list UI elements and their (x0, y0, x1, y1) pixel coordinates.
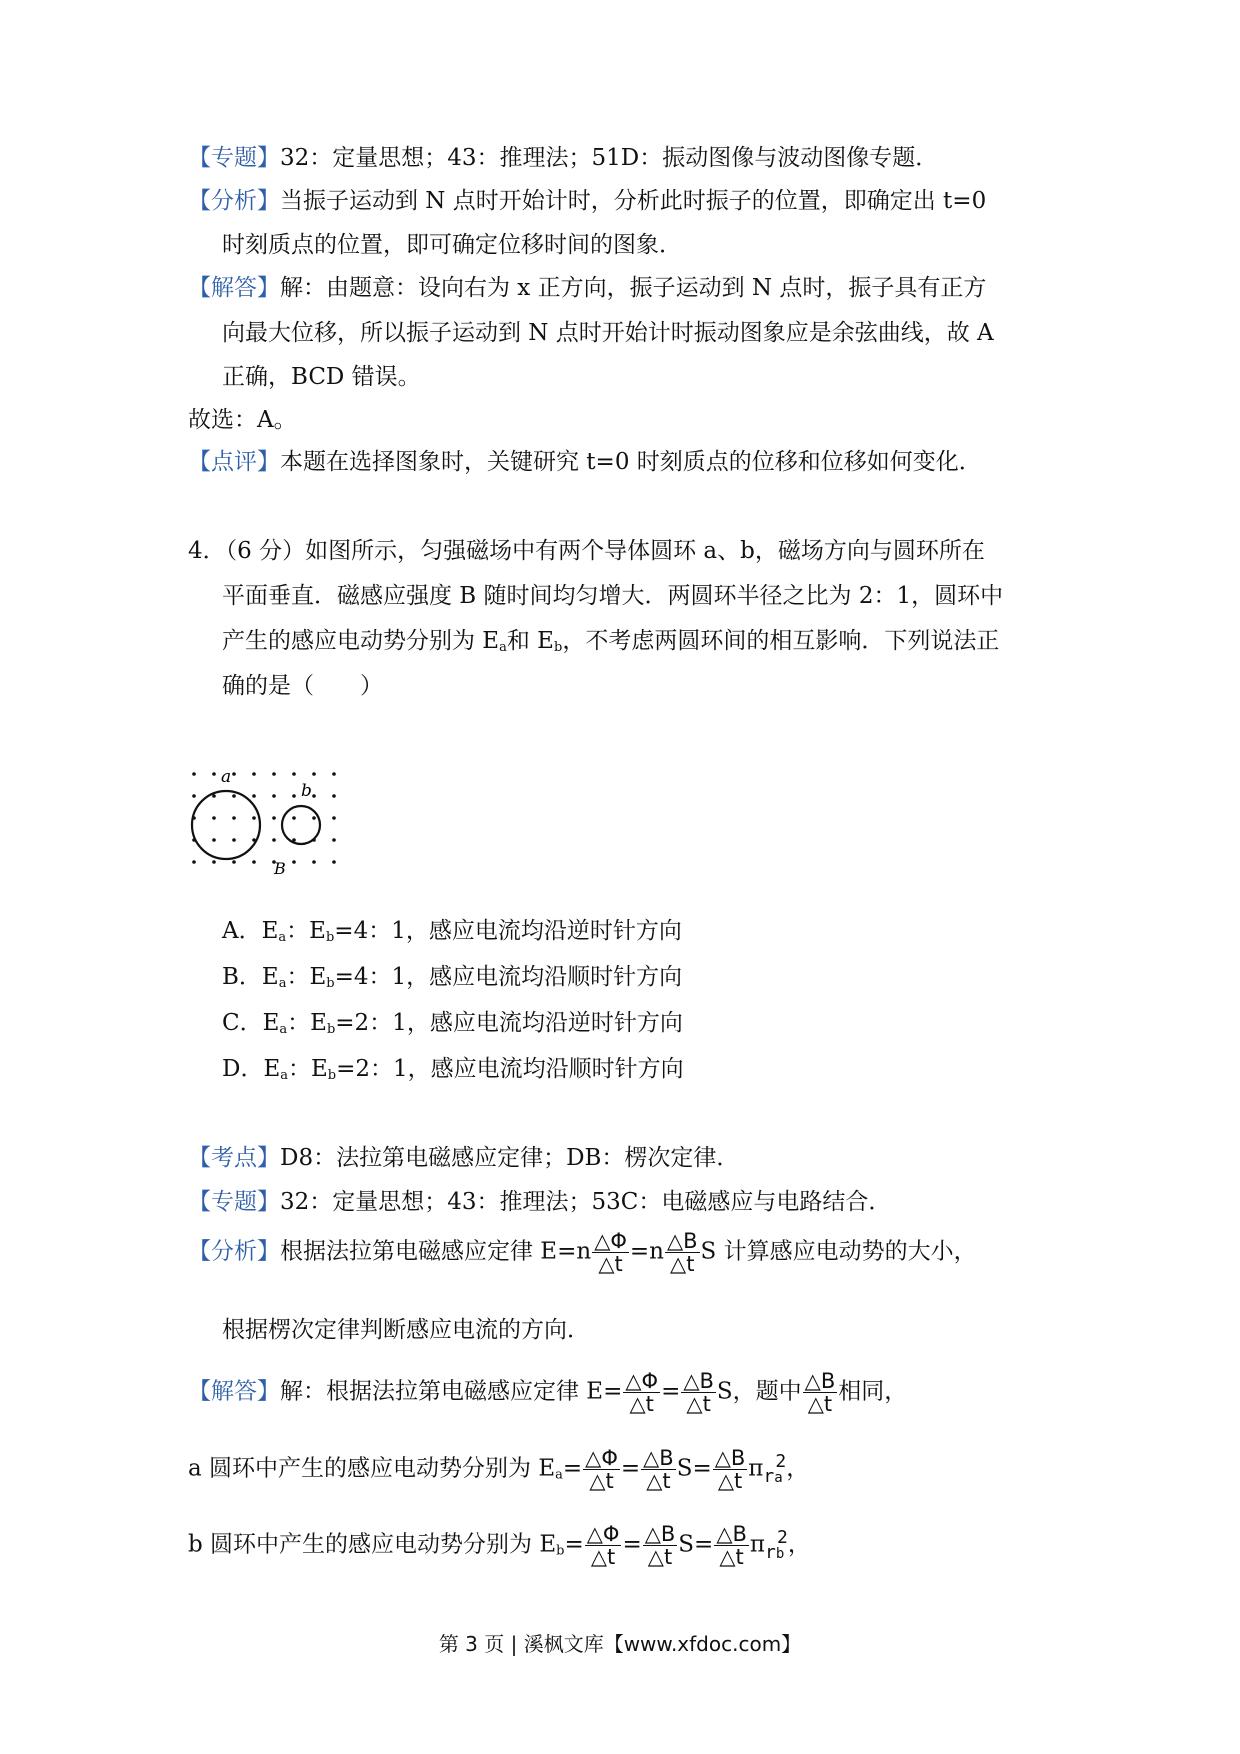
fenxi-text-2: 时刻质点的位置，即可确定位移时间的图象． (222, 232, 682, 258)
q4-line-2: 平面垂直．磁感应强度 B 随时间均匀增大．两圆环半径之比为 2：1，圆环中 (222, 583, 1004, 609)
ring-a-emf-line: a 圆环中产生的感应电动势分别为 $E_a=$ $\frac{\triangle\Phi}{\triangle t}$ = $\frac{\triangle B}{\triangle t}$ S= $\frac{\triangle B}{\triangle t}$ π 2 ra ， (188, 1446, 810, 1493)
r-b-squared: 2 rb (765, 1526, 788, 1563)
fraction-db-dt: $\frac{\triangle B}{\triangle t}$ (666, 1229, 698, 1276)
field-dot (212, 772, 216, 776)
fenxi-formula-line: 【分析】根据法拉第电磁感应定律 E=n $\frac{\triangle\Phi}{\triangle t}$ =n $\frac{\triangle B}{\triangle t}$ S 计算感应电动势的大小， (188, 1229, 977, 1276)
field-dot (252, 772, 256, 776)
zhuanti-line-1 (188, 143, 938, 173)
fenxi-text-line-2: 根据楞次定律判断感应电流的方向． (222, 1317, 590, 1343)
field-dot (212, 860, 216, 864)
q4-line-1: 4．（6 分）如图所示，匀强磁场中有两个导体圆环 a、b，磁场方向与圆环所在 (188, 538, 985, 564)
fraction-dphi-dt: $\frac{\triangle\Phi}{\triangle t}$ (594, 1229, 627, 1276)
ring-b (282, 806, 320, 844)
zhuanti-line-2: 【专题】32：定量思想；43：推理法；53C：电磁感应与电路结合． (188, 1189, 892, 1215)
field-dot (332, 838, 336, 842)
field-dot (312, 772, 316, 776)
field-dot (292, 772, 296, 776)
field-dot (292, 816, 296, 820)
field-dots (192, 772, 336, 864)
field-dot (192, 772, 196, 776)
field-dot (232, 794, 236, 798)
field-dot (272, 772, 276, 776)
zhuanti-tag: 【专题】 (188, 145, 280, 171)
field-dot (312, 860, 316, 864)
kaodian-line: 【考点】D8：法拉第电磁感应定律；DB：楞次定律． (188, 1145, 740, 1171)
r-a-squared: 2 ra (763, 1450, 787, 1487)
field-dot (312, 816, 316, 820)
jieda-text-1: 解：由题意：设向右为 x 正方向，振子运动到 N 点时，振子具有正方 (280, 275, 987, 301)
field-dot (192, 860, 196, 864)
option-b: B．$E_a$：$E_b=4$：1，感应电流均沿顺时针方向 (222, 964, 683, 991)
field-dot (332, 860, 336, 864)
field-dot (332, 816, 336, 820)
field-dot (232, 772, 236, 776)
field-dot (332, 772, 336, 776)
magnetic-field-rings-figure (190, 768, 350, 880)
jieda-tag: 【解答】 (188, 275, 280, 301)
fenxi-text-1: 当振子运动到 N 点时开始计时，分析此时振子的位置，即确定出 t=0 (280, 188, 987, 214)
field-dot (292, 794, 296, 798)
fenxi-line-1 (188, 186, 986, 216)
jieda-formula-line: 【解答】解：根据法拉第电磁感应定律 E= $\frac{\triangle\Phi}{\triangle t}$ = $\frac{\triangle B}{\triangle t}$ S，题中 $\frac{\triangle B}{\triangle t}$ 相同， (188, 1369, 908, 1416)
dianping-text: 本题在选择图象时，关键研究 t=0 时刻质点的位移和位移如何变化． (280, 449, 982, 475)
field-dot (252, 816, 256, 820)
q4-line-3: 产生的感应电动势分别为 $E_a$和 $E_b$，不考虑两圆环间的相互影响．下列说法正 (222, 628, 1000, 655)
field-dot (212, 816, 216, 820)
dianping-line (188, 447, 982, 477)
answer-choice: 故选：A。 (188, 407, 297, 433)
zhuanti-text: 32：定量思想；43：推理法；51D：振动图像与波动图像专题． (280, 145, 939, 171)
label-B: B (274, 859, 286, 878)
field-dot (272, 794, 276, 798)
ring-a (192, 791, 260, 859)
option-d: D．$E_a$：$E_b=2$：1，感应电流均沿顺时针方向 (222, 1056, 684, 1083)
field-dot (332, 794, 336, 798)
field-dot (232, 816, 236, 820)
jieda-line-1 (188, 273, 986, 303)
dianping-tag: 【点评】 (188, 449, 280, 475)
field-dot (192, 794, 196, 798)
jieda-text-3: 正确，BCD 错误。 (222, 364, 421, 390)
field-dot (272, 816, 276, 820)
option-a: A．$E_a$：$E_b=4$：1，感应电流均沿逆时针方向 (222, 918, 682, 945)
fenxi-tag: 【分析】 (188, 188, 280, 214)
field-dot (212, 838, 216, 842)
field-dot (252, 794, 256, 798)
field-dot (252, 860, 256, 864)
page-footer: 第 3 页 | 溪枫文库【www.xfdoc.com】 (438, 1632, 802, 1656)
label-a: a (221, 768, 232, 787)
option-c: C．$E_a$：$E_b=2$：1，感应电流均沿逆时针方向 (222, 1010, 683, 1037)
field-dot (232, 838, 236, 842)
q4-line-4: 确的是（ ） (222, 673, 383, 699)
ring-b-emf-line: b 圆环中产生的感应电动势分别为 $E_b=$ $\frac{\triangle\Phi}{\triangle t}$ = $\frac{\triangle B}{\triangle t}$ S= $\frac{\triangle B}{\triangle t}$ π 2 rb ， (188, 1522, 811, 1569)
jieda-text-2: 向最大位移，所以振子运动到 N 点时开始计时振动图象应是余弦曲线，故 A (222, 320, 994, 346)
field-dot (232, 860, 236, 864)
field-dot (292, 860, 296, 864)
field-dot (312, 794, 316, 798)
field-dot (272, 838, 276, 842)
label-b: b (301, 781, 312, 801)
